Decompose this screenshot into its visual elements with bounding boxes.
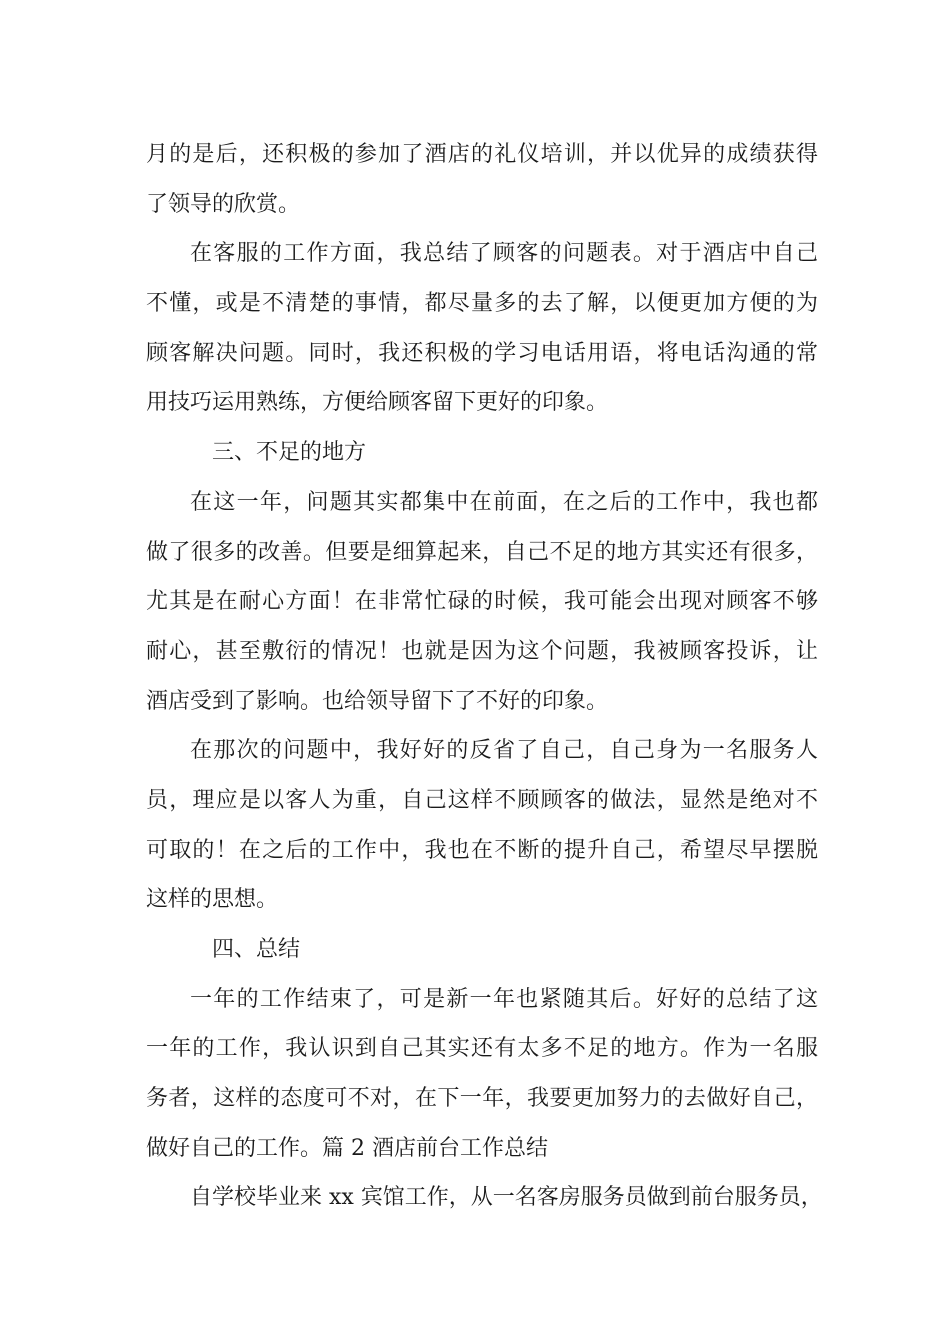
body-line: 耐心，甚至敷衍的情况！也就是因为这个问题，我被顾客投诉，让 [146,638,818,664]
body-line: 一年的工作，我认识到自己其实还有太多不足的地方。作为一名服 [146,1036,818,1062]
body-line: 做了很多的改善。但要是细算起来，自己不足的地方其实还有很多， [146,539,818,565]
paragraph-start-line: 在那次的问题中，我好好的反省了自己，自己身为一名服务人 [190,738,818,764]
body-line: 了领导的欣赏。 [146,191,301,217]
paragraph-start-line: 自学校毕业来 xx 宾馆工作，从一名客房服务员做到前台服务员， [190,1185,823,1211]
paragraph-start-line: 一年的工作结束了，可是新一年也紧随其后。好好的总结了这 [190,986,818,1012]
paragraph-start-line: 在客服的工作方面，我总结了顾客的问题表。对于酒店中自己 [190,241,818,267]
body-line: 尤其是在耐心方面！在非常忙碌的时候，我可能会出现对顾客不够 [146,589,818,615]
body-line: 做好自己的工作。篇 2 酒店前台工作总结 [146,1135,548,1161]
document-body [146,130,823,1223]
body-line: 可取的！在之后的工作中，我也在不断的提升自己，希望尽早摆脱 [146,837,818,863]
body-line: 顾客解决问题。同时，我还积极的学习电话用语，将电话沟通的常 [146,340,818,366]
body-line: 月的是后，还积极的参加了酒店的礼仪培训，并以优异的成绩获得 [146,142,818,167]
section-heading: 四、总结 [212,937,301,962]
section-heading: 三、不足的地方 [212,440,367,466]
body-line: 务者，这样的态度可不对，在下一年，我要更加努力的去做好自己， [146,1086,818,1112]
body-line: 员，理应是以客人为重，自己这样不顾顾客的做法，显然是绝对不 [146,787,818,813]
body-line: 不懂，或是不清楚的事情，都尽量多的去了解，以便更加方便的为 [146,291,818,317]
body-line: 酒店受到了影响。也给领导留下了不好的印象。 [146,688,609,714]
body-line: 用技巧运用熟练，方便给顾客留下更好的印象。 [146,390,609,416]
paragraph-start-line: 在这一年，问题其实都集中在前面，在之后的工作中，我也都 [190,489,818,515]
body-line: 这样的思想。 [146,887,279,913]
